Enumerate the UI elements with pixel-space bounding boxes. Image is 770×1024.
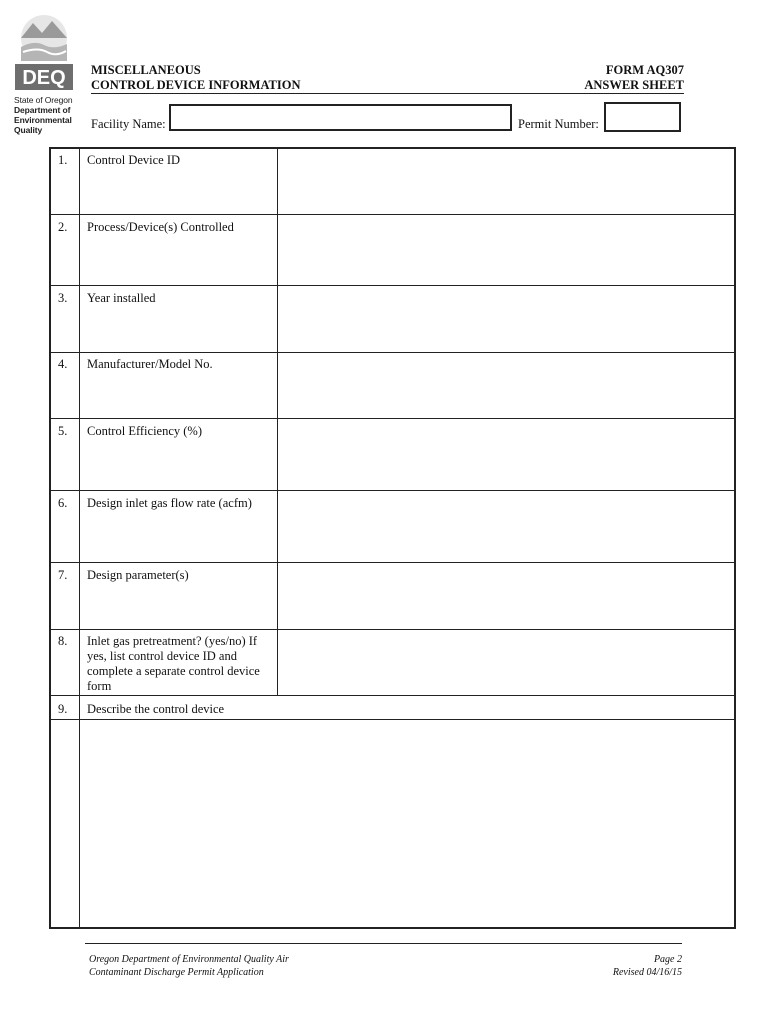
row-divider (51, 695, 734, 696)
row-number: 4. (58, 357, 68, 371)
form-title (91, 63, 301, 93)
form-title-line1: MISCELLANEOUS (91, 63, 201, 77)
row-number: 6. (58, 496, 68, 510)
row-label-manufacturer-model: Manufacturer/Model No. (87, 357, 213, 371)
row-label-control-efficiency: Control Efficiency (%) (87, 424, 203, 438)
footer-revision-date: Revised 04/16/15 (612, 967, 682, 978)
form-id-line1: FORM AQ307 (605, 63, 684, 77)
number-column-divider (79, 148, 80, 927)
deq-landscape-icon (14, 14, 74, 92)
facility-name-field[interactable] (169, 104, 512, 131)
answer-describe-device[interactable] (81, 720, 734, 927)
facility-name-label: Facility Name: (91, 117, 166, 131)
form-id-line2: ANSWER SHEET (584, 78, 684, 92)
row-number: 3. (58, 291, 68, 305)
answer-control-device-id[interactable] (279, 149, 734, 214)
row-number: 7. (58, 568, 68, 582)
row-number: 5. (58, 424, 68, 438)
footer-agency-line1: Oregon Department of Environmental Quality Air (89, 954, 289, 965)
label-column-divider (277, 148, 278, 695)
row-label-inlet-pretreatment: Inlet gas pretreatment? (yes/no) If yes, list control device ID and complete a separate control device form (87, 634, 260, 693)
row-number: 9. (58, 702, 68, 716)
row-label-inlet-flow-rate: Design inlet gas flow rate (acfm) (87, 496, 252, 510)
answer-year-installed[interactable] (279, 286, 734, 352)
logo-env: Environmental (14, 115, 72, 125)
permit-number-label: Permit Number: (518, 117, 599, 131)
logo-state: State of Oregon (14, 95, 73, 105)
logo-dept: Department of (14, 105, 71, 115)
answer-inlet-pretreatment[interactable] (279, 630, 734, 695)
permit-number-field[interactable] (604, 102, 681, 132)
row-label-design-parameters: Design parameter(s) (87, 568, 189, 582)
answer-design-parameters[interactable] (279, 563, 734, 629)
logo-quality: Quality (14, 125, 43, 135)
answer-inlet-flow-rate[interactable] (279, 491, 734, 562)
answer-process-controlled[interactable] (279, 215, 734, 285)
row-label-describe-device: Describe the control device (87, 702, 225, 716)
footer-agency-line2: Contaminant Discharge Permit Application (89, 967, 264, 978)
row-label-year-installed: Year installed (87, 291, 156, 305)
row-label-process-controlled: Process/Device(s) Controlled (87, 220, 234, 234)
row-label-control-device-id: Control Device ID (87, 153, 181, 167)
footer-page-info (613, 953, 682, 979)
footer-page-number: Page 2 (653, 954, 682, 965)
form-title-line2: CONTROL DEVICE INFORMATION (91, 78, 301, 92)
deq-mark: DEQ (22, 67, 66, 89)
row-number: 2. (58, 220, 68, 234)
deq-logo (14, 14, 74, 135)
answer-manufacturer-model[interactable] (279, 353, 734, 418)
row-number: 1. (58, 153, 68, 167)
footer-rule (85, 943, 682, 944)
form-id (584, 63, 684, 93)
answer-control-efficiency[interactable] (279, 419, 734, 490)
footer-agency (89, 953, 289, 979)
header-rule (91, 93, 684, 94)
row-number: 8. (58, 634, 68, 648)
